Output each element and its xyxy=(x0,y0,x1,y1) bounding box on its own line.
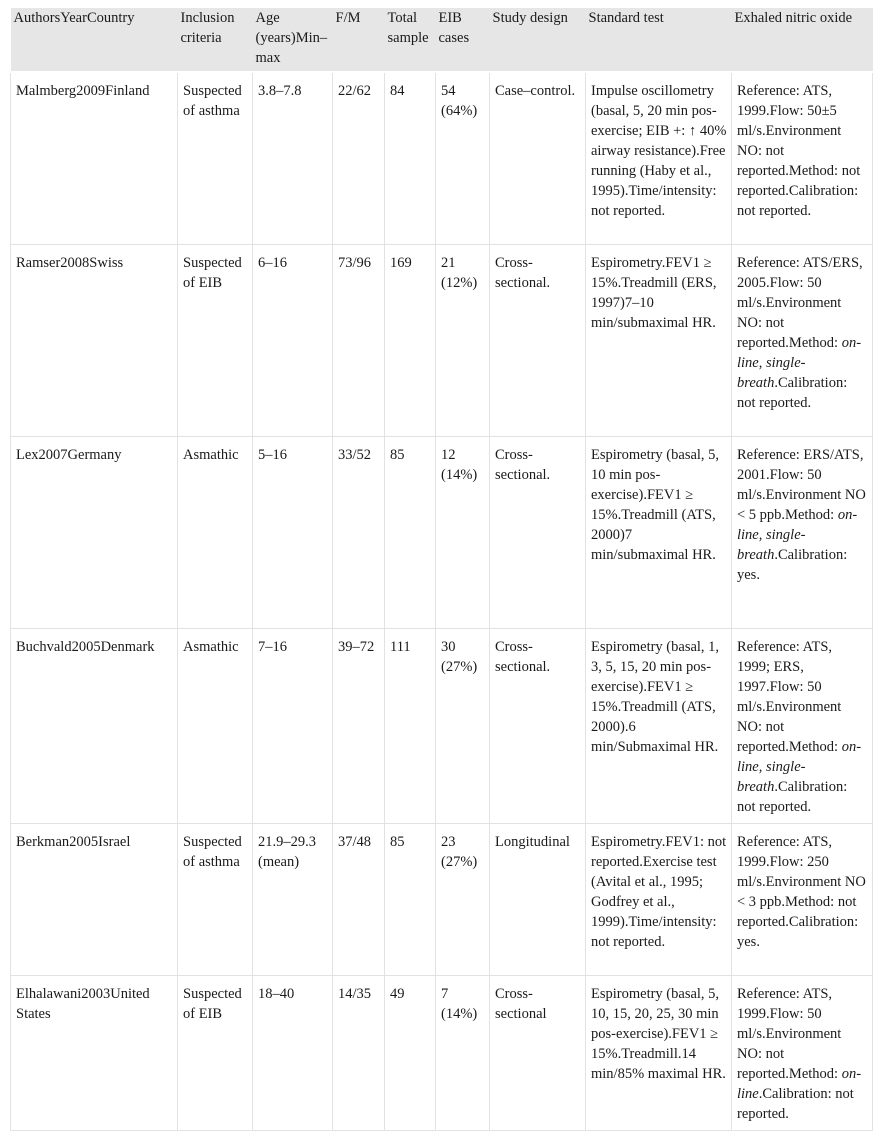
cell-design: Cross-sectional. xyxy=(490,437,586,629)
cell-author: Ramser2008Swiss xyxy=(11,245,178,437)
table-header-row xyxy=(11,8,873,72)
cell-design: Case–control. xyxy=(490,72,586,245)
cell-age: 3.8–7.8 xyxy=(253,72,333,245)
cell-inclusion: Suspected of EIB xyxy=(178,245,253,437)
cell-fm: 14/35 xyxy=(333,976,385,1131)
cell-feno xyxy=(732,72,873,245)
feno-segment: on-line xyxy=(737,739,862,775)
feno-segment: Reference: ATS, 1999.Flow: 50±5 ml/s.Environment NO: not reported.Method: not reported.Calibration: not reported. xyxy=(737,83,861,219)
table-row xyxy=(11,72,873,245)
cell-age: 6–16 xyxy=(253,245,333,437)
header-test: Standard test xyxy=(586,8,732,72)
cell-test: Espirometry (basal, 5, 10, 15, 20, 25, 30 min pos-exercise).FEV1 ≥ 15%.Treadmill.14 min/85% maximal HR. xyxy=(586,976,732,1131)
cell-inclusion: Suspected of asthma xyxy=(178,824,253,976)
cell-author: Buchvald2005Denmark xyxy=(11,629,178,824)
header-authors: AuthorsYearCountry xyxy=(11,8,178,72)
cell-total: 85 xyxy=(385,437,436,629)
cell-total: 169 xyxy=(385,245,436,437)
feno-segment: single-breath xyxy=(737,759,806,795)
cell-fm: 33/52 xyxy=(333,437,385,629)
cell-total: 111 xyxy=(385,629,436,824)
cell-age: 21.9–29.3 (mean) xyxy=(253,824,333,976)
table-row xyxy=(11,629,873,824)
cell-total: 49 xyxy=(385,976,436,1131)
cell-inclusion: Asmathic xyxy=(178,629,253,824)
cell-eib: 7 (14%) xyxy=(436,976,490,1131)
feno-segment: , xyxy=(758,355,766,371)
cell-feno xyxy=(732,629,873,824)
table-row xyxy=(11,245,873,437)
cell-fm: 73/96 xyxy=(333,245,385,437)
cell-feno xyxy=(732,245,873,437)
cell-age: 5–16 xyxy=(253,437,333,629)
header-design: Study design xyxy=(490,8,586,72)
cell-feno xyxy=(732,437,873,629)
cell-age: 18–40 xyxy=(253,976,333,1131)
cell-design: Cross-sectional xyxy=(490,976,586,1131)
feno-segment: , xyxy=(758,527,766,543)
feno-segment: single-breath xyxy=(737,355,806,391)
feno-segment: .Calibration: yes. xyxy=(737,547,848,583)
feno-segment: Reference: ATS/ERS, 2005.Flow: 50 ml/s.Environment NO: not reported.Method: xyxy=(737,255,863,351)
cell-test: Impulse oscillometry (basal, 5, 20 min pos-exercise; EIB +: ↑ 40% airway resistance).Free running (Haby et al., 1995).Time/intensity: not reported. xyxy=(586,72,732,245)
feno-segment: on-line xyxy=(737,1066,862,1102)
header-eib: EIB cases xyxy=(436,8,490,72)
feno-segment: .Calibration: not reported. xyxy=(737,779,848,815)
feno-segment: Reference: ERS/ATS, 2001.Flow: 50 ml/s.Environment NO < 5 ppb.Method: xyxy=(737,447,866,523)
header-total: Total sample xyxy=(385,8,436,72)
header-feno: Exhaled nitric oxide xyxy=(732,8,873,72)
cell-total: 85 xyxy=(385,824,436,976)
cell-author: Malmberg2009Finland xyxy=(11,72,178,245)
feno-segment: Reference: ATS, 1999; ERS, 1997.Flow: 50 ml/s.Environment NO: not reported.Method: xyxy=(737,639,842,755)
cell-feno xyxy=(732,824,873,976)
cell-author: Lex2007Germany xyxy=(11,437,178,629)
cell-test: Espirometry (basal, 1, 3, 5, 15, 20 min pos-exercise).FEV1 ≥ 15%.Treadmill (ATS, 2000).6 min/Submaximal HR. xyxy=(586,629,732,824)
cell-feno xyxy=(732,976,873,1131)
header-fm: F/M xyxy=(333,8,385,72)
cell-design: Cross-sectional. xyxy=(490,245,586,437)
cell-eib: 21 (12%) xyxy=(436,245,490,437)
feno-segment: Reference: ATS, 1999.Flow: 50 ml/s.Environment NO: not reported.Method: xyxy=(737,986,842,1082)
header-age: Age (years)Min–max xyxy=(253,8,333,72)
cell-author: Elhalawani2003United States xyxy=(11,976,178,1131)
feno-segment: .Calibration: not reported. xyxy=(737,375,848,411)
studies-table xyxy=(10,8,873,1131)
cell-eib: 54 (64%) xyxy=(436,72,490,245)
feno-segment: .Calibration: not reported. xyxy=(737,1086,854,1122)
cell-fm: 22/62 xyxy=(333,72,385,245)
cell-eib: 12 (14%) xyxy=(436,437,490,629)
cell-age: 7–16 xyxy=(253,629,333,824)
feno-segment: on-line xyxy=(737,507,858,543)
table-row xyxy=(11,437,873,629)
cell-author: Berkman2005Israel xyxy=(11,824,178,976)
cell-test: Espirometry.FEV1: not reported.Exercise test (Avital et al., 1995; Godfrey et al., 1999).Time/intensity: not reported. xyxy=(586,824,732,976)
table-row xyxy=(11,976,873,1131)
feno-segment: Reference: ATS, 1999.Flow: 250 ml/s.Environment NO < 3 ppb.Method: not reported.Calibration: yes. xyxy=(737,834,866,950)
cell-total: 84 xyxy=(385,72,436,245)
feno-segment: , xyxy=(758,759,766,775)
header-inclusion: Inclusion criteria xyxy=(178,8,253,72)
table-row xyxy=(11,824,873,976)
cell-design: Longitudinal xyxy=(490,824,586,976)
feno-segment: on-line xyxy=(737,335,862,371)
cell-fm: 39–72 xyxy=(333,629,385,824)
cell-inclusion: Suspected of EIB xyxy=(178,976,253,1131)
cell-test: Espirometry (basal, 5, 10 min pos-exercise).FEV1 ≥ 15%.Treadmill (ATS, 2000)7 min/submaximal HR. xyxy=(586,437,732,629)
cell-test: Espirometry.FEV1 ≥ 15%.Treadmill (ERS, 1997)7–10 min/submaximal HR. xyxy=(586,245,732,437)
cell-eib: 23 (27%) xyxy=(436,824,490,976)
cell-inclusion: Suspected of asthma xyxy=(178,72,253,245)
cell-eib: 30 (27%) xyxy=(436,629,490,824)
cell-fm: 37/48 xyxy=(333,824,385,976)
cell-inclusion: Asmathic xyxy=(178,437,253,629)
cell-design: Cross-sectional. xyxy=(490,629,586,824)
feno-segment: single-breath xyxy=(737,527,806,563)
